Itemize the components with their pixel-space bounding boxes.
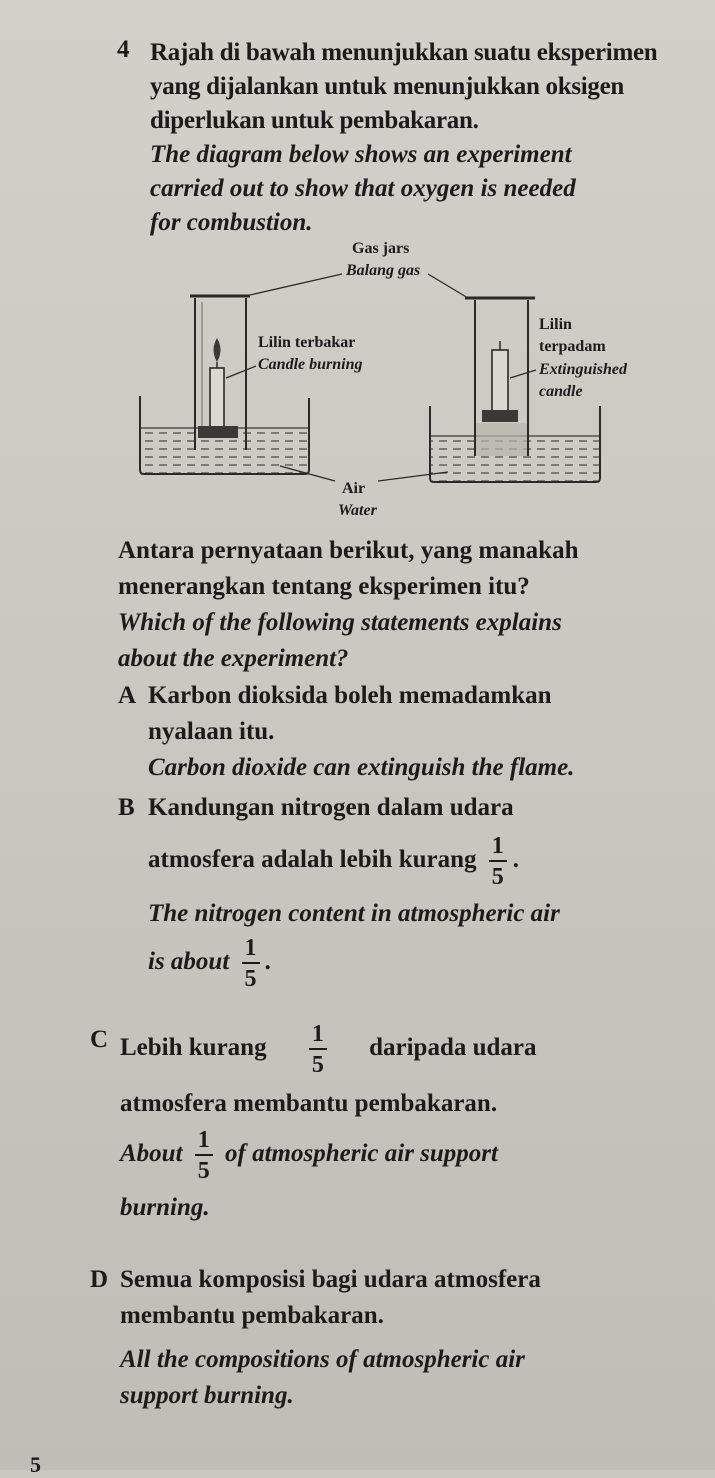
label-extinguished: Extinguished xyxy=(539,361,628,378)
option-c-ms-row xyxy=(120,1022,700,1086)
stem-en-line: carried out to show that oxygen is needed xyxy=(150,175,576,202)
option-a-en-line: Carbon dioxide can extinguish the flame. xyxy=(148,754,575,781)
option-b[interactable] xyxy=(118,790,698,1000)
option-b-ms-line: Kandungan nitrogen dalam udara xyxy=(148,794,514,821)
label-water: Water xyxy=(338,502,377,519)
stem-ms-line: Rajah di bawah menunjukkan suatu eksperimen xyxy=(150,39,658,66)
stem-ms-line: diperlukan untuk pembakaran. xyxy=(150,107,479,134)
option-a-ms-line: nyalaan itu. xyxy=(148,718,275,745)
label-air: Air xyxy=(342,480,366,497)
option-c-ms-line: atmosfera membantu pembakaran. xyxy=(120,1090,498,1117)
next-question-number: 5 xyxy=(30,1452,41,1477)
prompt-en-line: about the experiment? xyxy=(118,645,349,672)
stem-en-line: for combustion. xyxy=(150,209,313,236)
option-c-en-text-a: About xyxy=(120,1140,183,1168)
fraction-numerator: 1 xyxy=(309,1022,327,1050)
option-c[interactable] xyxy=(90,1022,700,1237)
fraction-numerator: 1 xyxy=(242,936,260,964)
option-b-en-row: is about $\frac{1}{5}$ . xyxy=(148,935,272,992)
stem-ms-line: yang dijalankan untuk menunjukkan oksigen xyxy=(150,73,625,100)
option-a[interactable] xyxy=(118,678,698,788)
option-c-ms-fraction xyxy=(309,1022,327,1077)
fraction-numerator: 1 xyxy=(195,1128,213,1156)
option-b-ms-fraction xyxy=(489,834,507,889)
prompt-ms-line: menerangkan tentang eksperimen itu? xyxy=(118,573,530,600)
label-gas-jars: Gas jars xyxy=(352,240,410,257)
fraction-denominator: 5 xyxy=(244,966,257,992)
label-lilin: Lilin xyxy=(539,316,572,333)
option-c-ms-text-a: Lebih kurang xyxy=(120,1034,267,1062)
option-d-letter: D xyxy=(90,1266,109,1293)
pointer-left-jar xyxy=(250,274,342,295)
pointer-burning-candle xyxy=(226,366,256,378)
prompt-ms-line: Antara pernyataan berikut, yang manakah xyxy=(118,537,579,564)
prompt-en-line: Which of the following statements explains xyxy=(118,609,562,636)
label-balang-gas: Balang gas xyxy=(346,262,421,279)
fraction-denominator: 5 xyxy=(197,1158,210,1184)
option-c-en-row xyxy=(120,1128,700,1190)
option-b-en-fraction xyxy=(242,936,260,991)
option-b-ms-text: atmosfera adalah lebih kurang xyxy=(148,846,477,874)
option-d-en-line: All the compositions of atmospheric air xyxy=(120,1346,525,1373)
label-candle-burning: Candle burning xyxy=(258,356,363,373)
option-c-en-text-b: of atmospheric air support xyxy=(225,1140,498,1168)
option-c-en-line: burning. xyxy=(120,1194,210,1221)
extinguished-candle xyxy=(482,341,518,422)
candle-flame-icon xyxy=(214,338,221,362)
option-b-ms-row: atmosfera adalah lebih kurang $\frac{1}{5}$ . xyxy=(148,833,520,890)
option-c-en-fraction xyxy=(195,1128,213,1183)
pointer-extinguished-candle xyxy=(510,370,536,378)
label-terpadam: terpadam xyxy=(539,338,606,355)
option-b-en-line: The nitrogen content in atmospheric air xyxy=(148,900,560,927)
fraction-denominator: 5 xyxy=(311,1052,324,1078)
option-c-letter: C xyxy=(90,1026,109,1053)
option-c-ms-text-b: daripada udara xyxy=(369,1034,537,1062)
option-a-letter: A xyxy=(118,682,137,709)
label-candle: candle xyxy=(539,383,583,400)
fraction-numerator: 1 xyxy=(489,834,507,862)
option-d-ms-line: Semua komposisi bagi udara atmosfera xyxy=(120,1266,541,1293)
option-a-ms-line: Karbon dioksida boleh memadamkan xyxy=(148,682,552,709)
question-stem-malay xyxy=(150,36,690,138)
option-d-en-line: support burning. xyxy=(120,1382,294,1409)
question-prompt xyxy=(118,533,698,677)
option-d[interactable] xyxy=(90,1262,705,1442)
question-number: 4 xyxy=(117,36,130,63)
burning-candle xyxy=(198,338,238,438)
pointer-right-jar xyxy=(428,274,468,298)
label-lilin-terbakar: Lilin terbakar xyxy=(258,334,356,351)
fraction-denominator: 5 xyxy=(491,864,504,890)
experiment-diagram xyxy=(130,238,650,523)
option-b-letter: B xyxy=(118,794,135,821)
stem-en-line: The diagram below shows an experiment xyxy=(150,141,572,168)
question-stem-english xyxy=(150,138,698,240)
option-d-ms-line: membantu pembakaran. xyxy=(120,1302,384,1329)
option-b-en-text: is about xyxy=(148,948,230,976)
